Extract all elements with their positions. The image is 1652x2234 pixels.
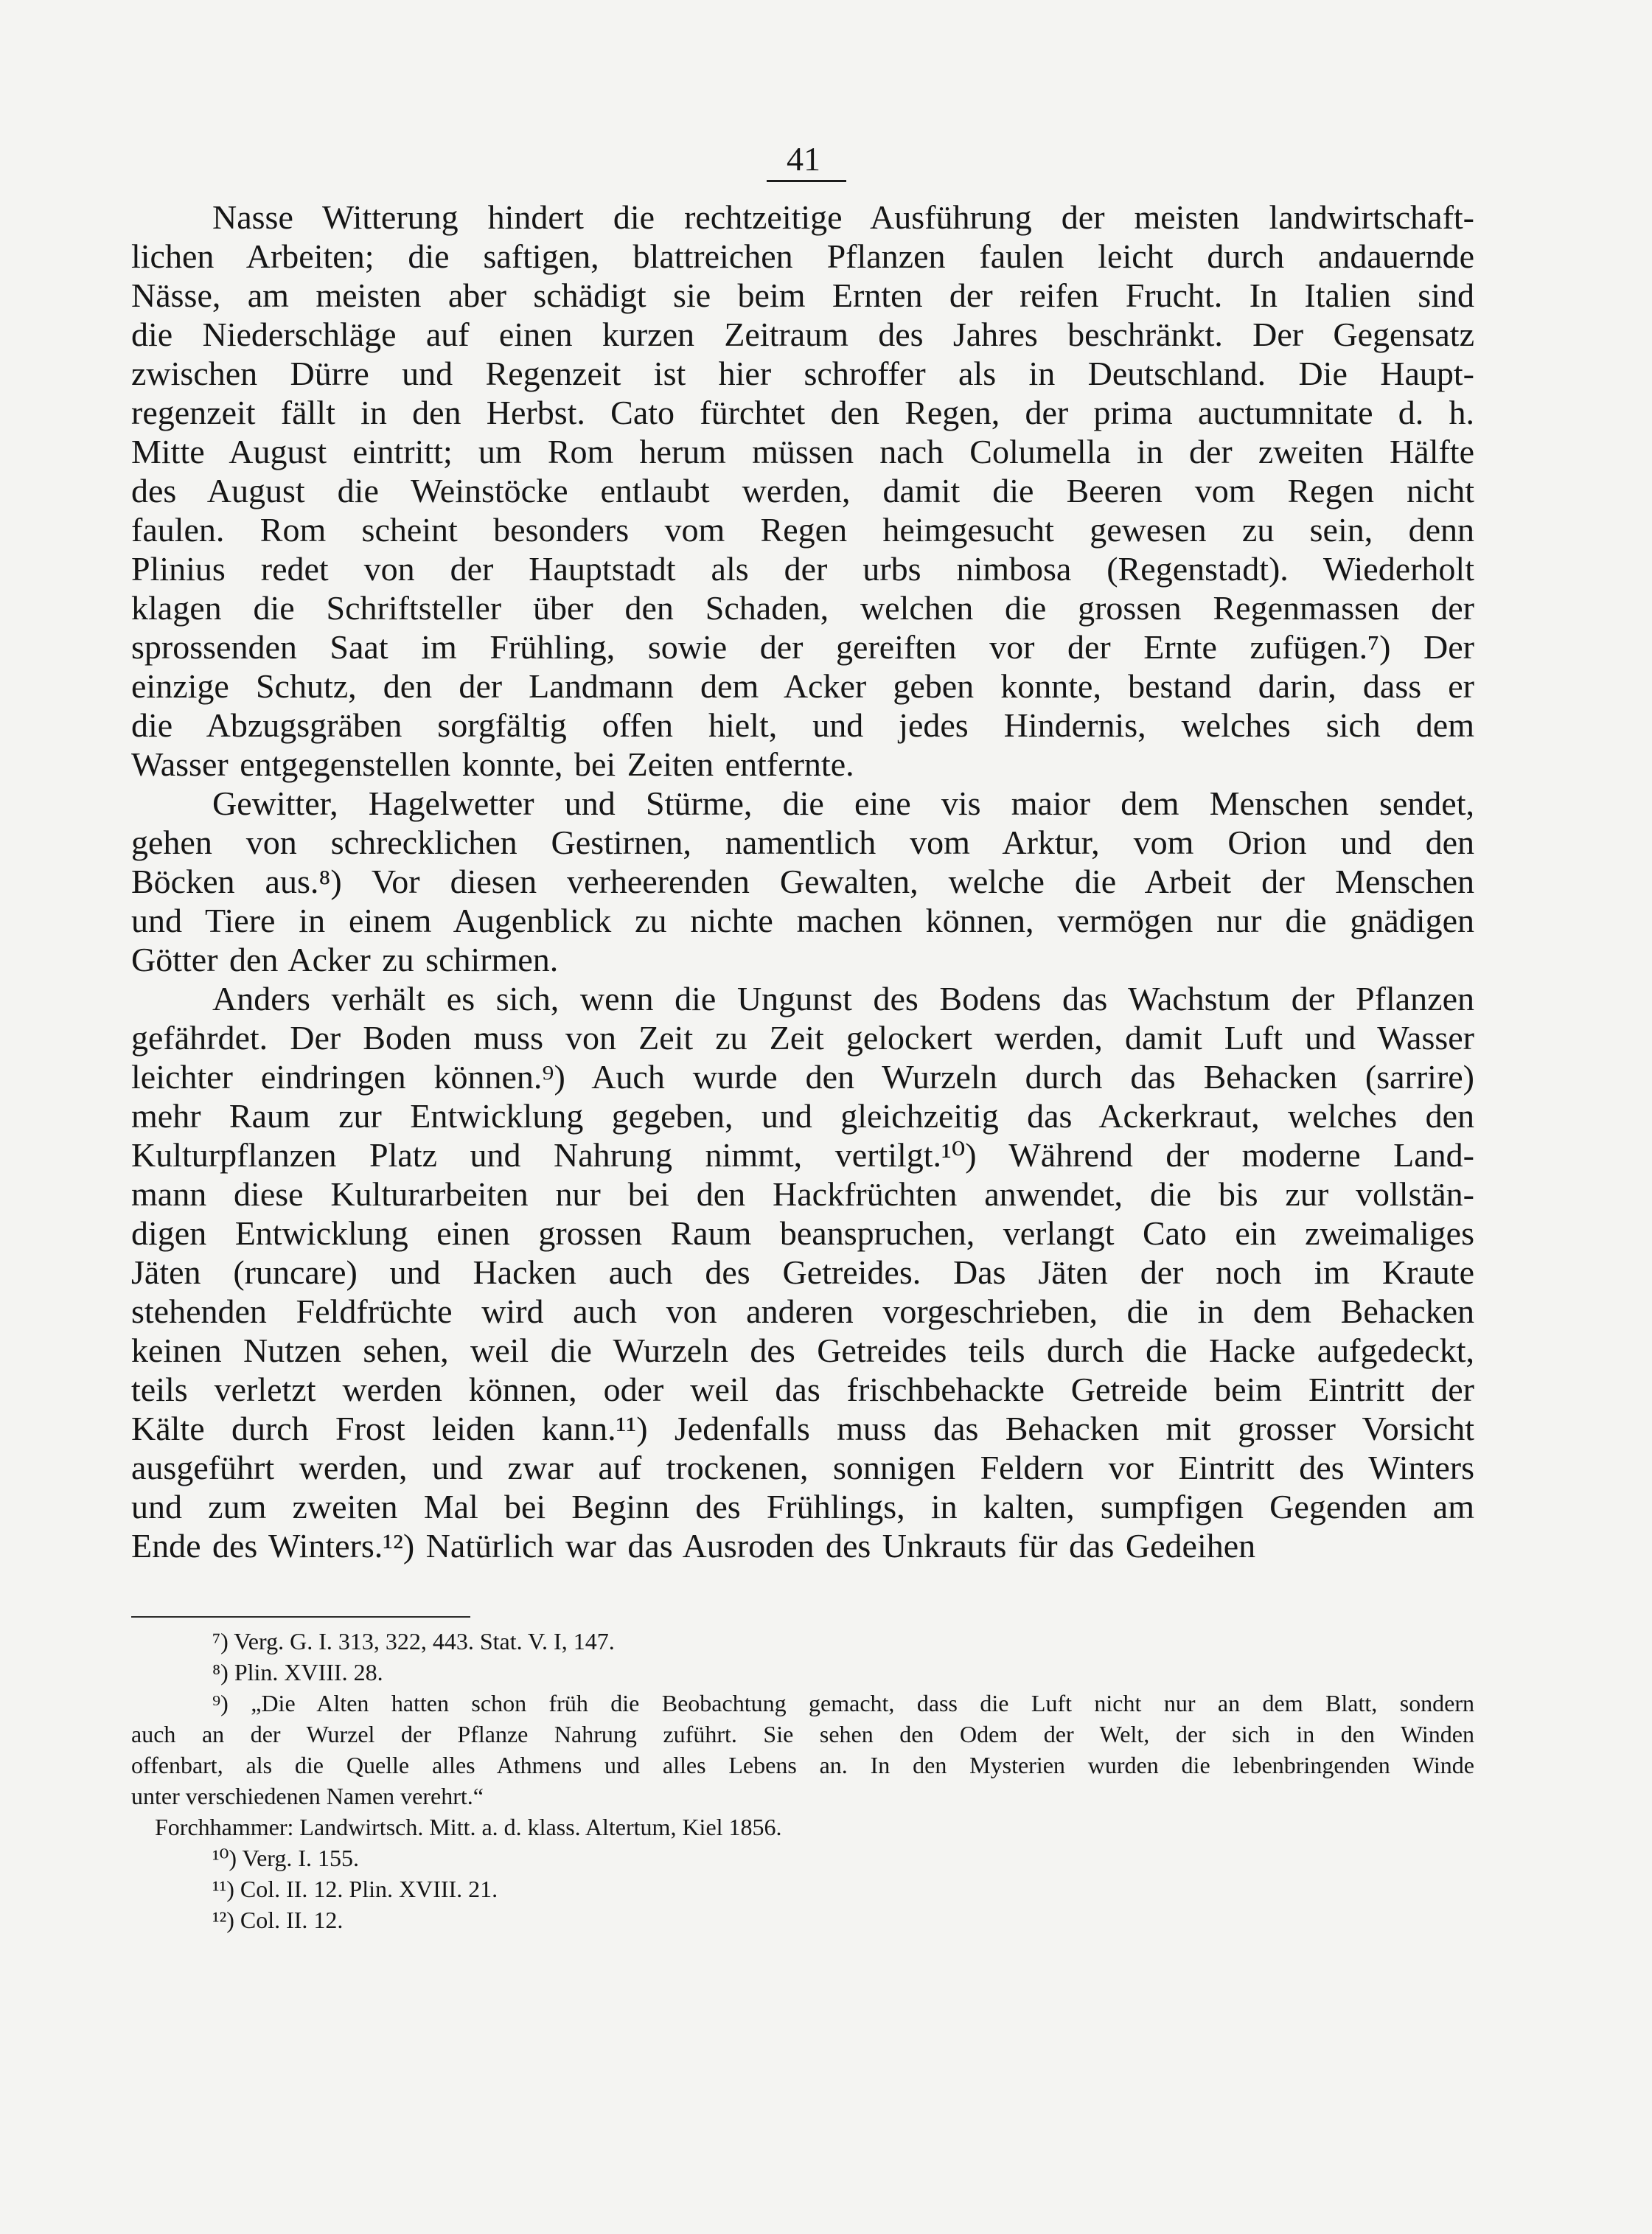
footnote-9-line: ⁹) „Die Alten hatten schon früh die Beobachtung gemacht, dass die Luft nicht nur an dem Blatt, sondern — [212, 1690, 1474, 1716]
footnote-separator — [131, 1616, 470, 1618]
text-line: Böcken aus.⁸) Vor diesen verheerenden Gewalten, welche die Arbeit der Menschen — [131, 863, 1474, 900]
text-line: Anders verhält es sich, wenn die Ungunst des Bodens das Wachstum der Pflanzen — [212, 980, 1474, 1017]
text-line: mann diese Kulturarbeiten nur bei den Hackfrüchten anwendet, die bis zur vollstän- — [131, 1175, 1474, 1213]
text-line: Nässe, am meisten aber schädigt sie beim Ernten der reifen Frucht. In Italien sind — [131, 276, 1474, 314]
paragraph-2 — [131, 784, 1474, 979]
footnote-9 — [131, 1688, 1474, 1812]
text-line: leichter eindringen können.⁹) Auch wurde den Wurzeln durch das Behacken (sarrire) — [131, 1058, 1474, 1096]
text-line: zwischen Dürre und Regenzeit ist hier schroffer als in Deutschland. Die Haupt- — [131, 355, 1474, 392]
text-line: mehr Raum zur Entwicklung gegeben, und gleichzeitig das Ackerkraut, welches den — [131, 1097, 1474, 1135]
text-line: faulen. Rom scheint besonders vom Regen heimgesucht gewesen zu sein, denn — [131, 511, 1474, 549]
text-line: Götter den Acker zu schirmen. — [131, 941, 559, 978]
text-line: gehen von schrecklichen Gestirnen, namentlich vom Arktur, vom Orion und den — [131, 824, 1474, 861]
text-line: gefährdet. Der Boden muss von Zeit zu Zeit gelockert werden, damit Luft und Wasser — [131, 1019, 1474, 1057]
footnote-12: ¹²) Col. II. 12. — [212, 1907, 344, 1933]
footnote-8: ⁸) Plin. XVIII. 28. — [212, 1659, 383, 1685]
text-line: keinen Nutzen sehen, weil die Wurzeln des Getreides teils durch die Hacke aufgedeckt, — [131, 1332, 1474, 1369]
text-line: einzige Schutz, den der Landmann dem Acker geben konnte, bestand darin, dass er — [131, 667, 1474, 705]
footnote-10: ¹⁰) Verg. I. 155. — [212, 1845, 359, 1871]
footnote-9-source: Forchhammer: Landwirtsch. Mitt. a. d. klass. Altertum, Kiel 1856. — [155, 1814, 782, 1840]
page-number-underline — [767, 180, 846, 182]
text-line: und zum zweiten Mal bei Beginn des Frühlings, in kalten, sumpfigen Gegenden am — [131, 1488, 1474, 1525]
text-line: regenzeit fällt in den Herbst. Cato fürchtet den Regen, der prima auctumnitate d. h. — [131, 394, 1474, 431]
text-line: die Abzugsgräben sorgfältig offen hielt, und jedes Hindernis, welches sich dem — [131, 706, 1474, 744]
text-line: Kulturpflanzen Platz und Nahrung nimmt, vertilgt.¹⁰) Während der moderne Land- — [131, 1136, 1474, 1174]
text-line: Plinius redet von der Hauptstadt als der urbs nimbosa (Regenstadt). Wiederholt — [131, 550, 1474, 588]
text-line: Wasser entgegenstellen konnte, bei Zeiten entfernte. — [131, 745, 854, 783]
text-line: ausgeführt werden, und zwar auf trockenen, sonnigen Feldern vor Eintritt des Winters — [131, 1449, 1474, 1486]
text-line: und Tiere in einem Augenblick zu nichte machen können, vermögen nur die gnädigen — [131, 902, 1474, 939]
text-line: Jäten (runcare) und Hacken auch des Getreides. Das Jäten der noch im Kraute — [131, 1253, 1474, 1291]
text-line: Nasse Witterung hindert die rechtzeitige Ausführung der meisten landwirtschaft- — [212, 198, 1474, 236]
text-line: Kälte durch Frost leiden kann.¹¹) Jedenfalls muss das Behacken mit grosser Vorsicht — [131, 1410, 1474, 1447]
text-line: Gewitter, Hagelwetter und Stürme, die eine vis maior dem Menschen sendet, — [212, 784, 1474, 822]
text-line: digen Entwicklung einen grossen Raum beanspruchen, verlangt Cato ein zweimaliges — [131, 1214, 1474, 1252]
text-line: klagen die Schriftsteller über den Schaden, welchen die grossen Regenmassen der — [131, 589, 1474, 627]
paragraph-3 — [131, 979, 1474, 1565]
footnote-11: ¹¹) Col. II. 12. Plin. XVIII. 21. — [212, 1876, 498, 1902]
text-line: des August die Weinstöcke entlaubt werden, damit die Beeren vom Regen nicht — [131, 472, 1474, 509]
body-text — [131, 198, 1474, 1565]
footnotes — [131, 1626, 1474, 1935]
text-line: teils verletzt werden können, oder weil das frischbehackte Getreide beim Eintritt der — [131, 1371, 1474, 1408]
footnote-9-line: unter verschiedenen Namen verehrt.“ — [131, 1783, 484, 1809]
paragraph-1 — [131, 198, 1474, 784]
footnote-9-line: auch an der Wurzel der Pflanze Nahrung zuführt. Sie sehen den Odem der Welt, der sich in den Winden — [131, 1721, 1474, 1747]
text-line: die Niederschläge auf einen kurzen Zeitraum des Jahres beschränkt. Der Gegensatz — [131, 316, 1474, 353]
footnote-9-line: offenbart, als die Quelle alles Athmens und alles Lebens an. In den Mysterien wurden die lebenbringenden Winde — [131, 1752, 1474, 1778]
text-line: Mitte August eintritt; um Rom herum müssen nach Columella in der zweiten Hälfte — [131, 433, 1474, 470]
text-line: stehenden Feldfrüchte wird auch von anderen vorgeschrieben, die in dem Behacken — [131, 1292, 1474, 1330]
page-number: 41 — [787, 140, 820, 178]
text-line: Ende des Winters.¹²) Natürlich war das Ausroden des Unkrauts für das Gedeihen — [131, 1527, 1256, 1565]
text-line: lichen Arbeiten; die saftigen, blattreichen Pflanzen faulen leicht durch andauernde — [131, 237, 1474, 275]
text-line: sprossenden Saat im Frühling, sowie der gereiften vor der Ernte zufügen.⁷) Der — [131, 628, 1474, 666]
footnote-7: ⁷) Verg. G. I. 313, 322, 443. Stat. V. I, 147. — [212, 1628, 615, 1654]
